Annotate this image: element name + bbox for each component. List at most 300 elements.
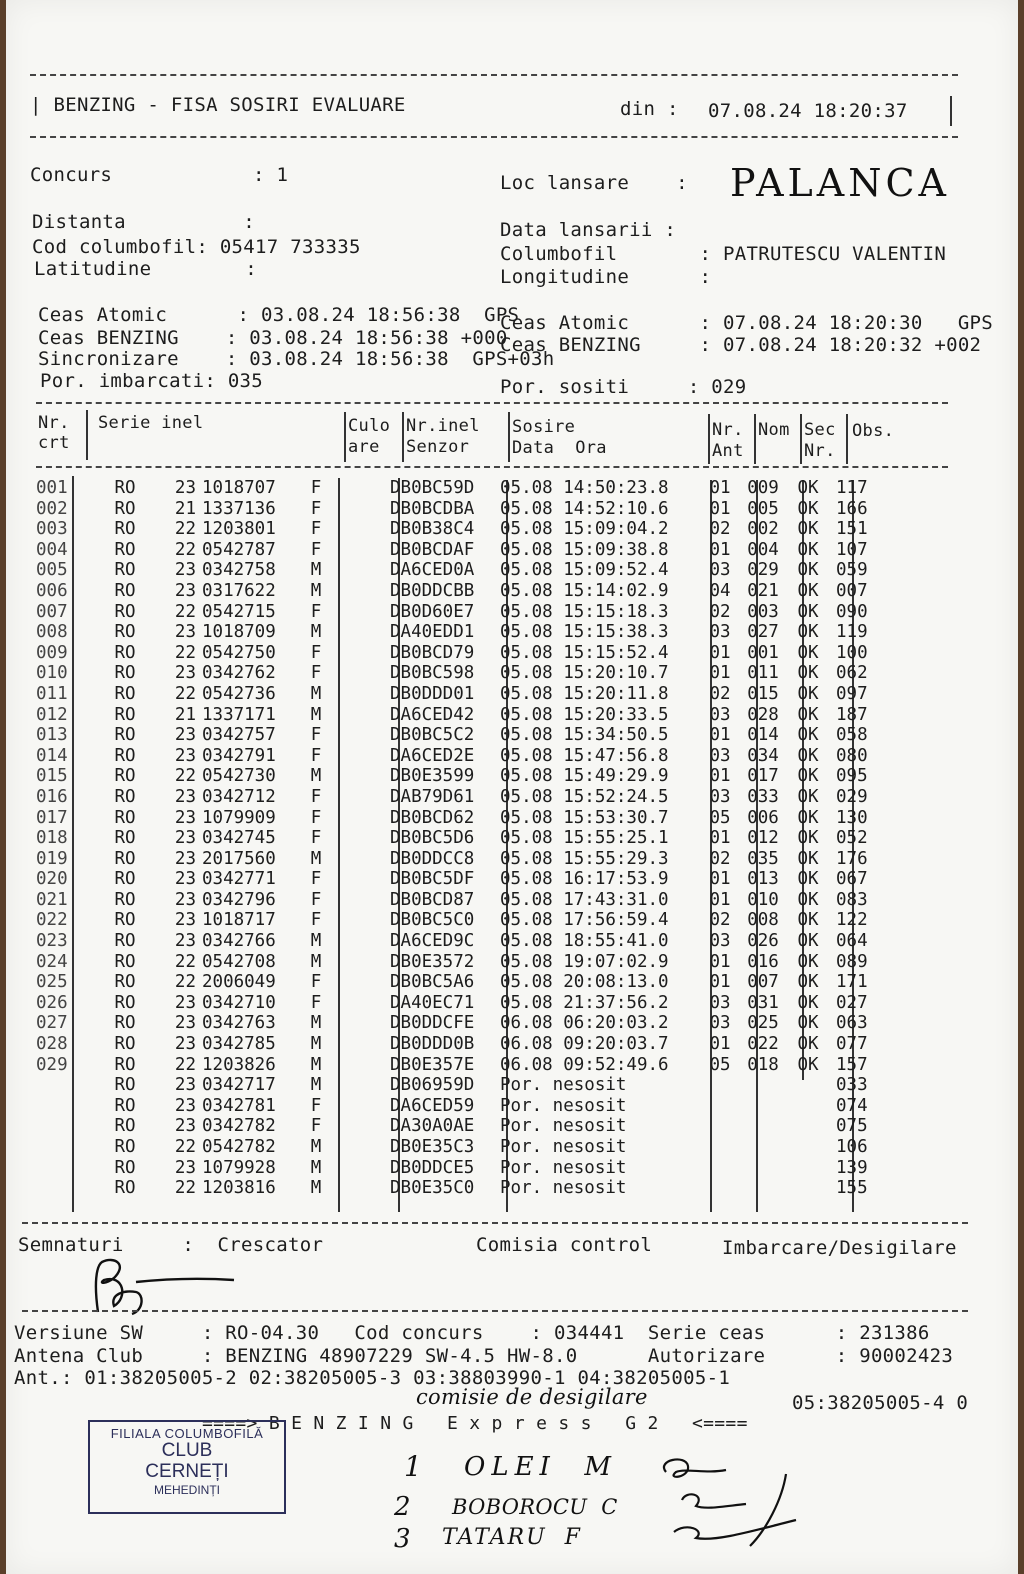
ring-year-cell: 23 — [174, 1034, 196, 1055]
hdr-sep — [708, 414, 710, 464]
arrival-time-cell: 05.08 21:37:56.2 — [500, 992, 669, 1013]
table-row — [36, 849, 896, 870]
security-status-cell — [786, 1137, 830, 1158]
antenna-nr-cell: 01 — [709, 828, 731, 849]
observation-cell: 130 — [836, 807, 868, 828]
crt-number-cell — [36, 1096, 94, 1117]
table-row — [36, 1178, 896, 1199]
sex-cell: M — [310, 1178, 322, 1199]
columbofil-line: Columbofil : PATRUTESCU VALENTIN — [500, 243, 947, 265]
table-row — [36, 684, 896, 705]
semnaturi-crescator: Semnaturi : Crescator — [18, 1234, 324, 1256]
sensor-ring-cell: DA30A0AE — [390, 1116, 475, 1137]
table-row — [36, 581, 896, 602]
sensor-ring-cell: DB0DDCE5 — [390, 1157, 475, 1178]
sensor-ring-cell: DB0BC5C2 — [390, 725, 475, 746]
table-header-top-divider — [36, 402, 948, 404]
security-status-cell: OK — [797, 663, 819, 684]
crt-number-cell: 027 — [36, 1013, 68, 1034]
ring-year-cell: 22 — [174, 1137, 196, 1157]
ring-year-cell: 23 — [174, 560, 196, 581]
por-sositi-line: Por. sositi : 029 — [500, 376, 747, 398]
antenna-nr-cell: 05 — [709, 807, 731, 828]
table-row — [36, 910, 896, 931]
antenna-nr-cell: 01 — [709, 889, 731, 910]
nominal-cell — [740, 1075, 786, 1096]
observation-cell: 171 — [836, 972, 868, 993]
ring-country-cell: RO — [114, 910, 136, 931]
antenna-nr-cell: 03 — [709, 622, 731, 643]
crt-number-cell: 004 — [36, 539, 68, 560]
arrival-time-cell: 05.08 17:56:59.4 — [500, 910, 669, 931]
arrival-time-cell: 05.08 15:15:38.3 — [500, 622, 669, 643]
nominal-cell: 010 — [747, 889, 779, 910]
ring-country-cell: RO — [114, 622, 136, 643]
member-1-number: 1 — [404, 1450, 423, 1483]
ring-number-cell: 0342785 — [202, 1034, 276, 1055]
security-status-cell: OK — [797, 848, 819, 869]
table-header-bottom-divider — [36, 466, 948, 468]
antenna-nr-cell: 01 — [709, 498, 731, 519]
nominal-cell: 033 — [747, 786, 779, 807]
color-cell — [334, 849, 390, 870]
color-cell — [334, 705, 390, 726]
table-row — [36, 1096, 896, 1117]
ring-number-cell: 1018707 — [202, 478, 276, 498]
crt-number-cell: 007 — [36, 601, 68, 622]
sex-cell: M — [310, 560, 322, 581]
loc-lansare-label: Loc lansare : — [500, 172, 688, 194]
observation-cell: 059 — [836, 560, 868, 581]
ring-year-cell: 23 — [174, 745, 196, 766]
security-status-cell: OK — [797, 1013, 819, 1034]
crt-number-cell: 003 — [36, 519, 68, 540]
color-cell — [334, 622, 390, 643]
sensor-ring-cell: DB0BCD87 — [390, 889, 475, 910]
arrival-time-cell: 05.08 16:17:53.9 — [500, 869, 669, 890]
ring-year-cell: 23 — [174, 580, 196, 601]
arrival-time-cell: 05.08 15:09:38.8 — [500, 539, 669, 560]
sensor-ring-cell: DB0DDCBB — [390, 580, 475, 601]
arrival-time-cell: Por. nesosit — [500, 1178, 627, 1199]
antenna-nr-cell: 03 — [709, 704, 731, 725]
crt-number-cell: 021 — [36, 889, 68, 910]
observation-cell: 176 — [836, 848, 868, 869]
member-1-name: OLEI M — [464, 1452, 617, 1482]
arrival-time-cell: 05.08 18:55:41.0 — [500, 931, 669, 952]
ring-year-cell: 23 — [174, 725, 196, 746]
observation-cell: 083 — [836, 889, 868, 910]
antenna-nr-cell: 01 — [709, 663, 731, 684]
observation-cell: 077 — [836, 1034, 868, 1055]
color-cell — [334, 808, 390, 829]
sex-cell: F — [310, 786, 322, 807]
arrival-time-cell: 05.08 15:34:50.5 — [500, 725, 669, 746]
security-status-cell: OK — [797, 498, 819, 519]
col-culoare-header-2: are — [348, 437, 380, 457]
ring-year-cell: 23 — [174, 786, 196, 807]
ring-number-cell: 1018717 — [202, 910, 276, 931]
sex-cell: F — [310, 663, 322, 684]
antenna-nr-cell: 03 — [709, 992, 731, 1013]
ring-number-cell: 0342771 — [202, 869, 276, 890]
observation-cell: 074 — [836, 1095, 868, 1116]
security-status-cell: OK — [797, 869, 819, 890]
sensor-ring-cell: DB0BC5C0 — [390, 910, 475, 931]
arrival-time-cell: 05.08 15:20:10.7 — [500, 663, 669, 684]
table-row — [36, 725, 896, 746]
security-status-cell: OK — [797, 478, 819, 498]
nominal-cell — [740, 1096, 786, 1117]
stamp-line-3: CERNEȚI — [145, 1461, 229, 1482]
ring-year-cell: 23 — [174, 1095, 196, 1116]
table-row — [36, 890, 896, 911]
arrival-time-cell: Por. nesosit — [500, 1137, 627, 1157]
nominal-cell — [740, 1137, 786, 1158]
ring-country-cell: RO — [114, 1034, 136, 1055]
observation-cell: 058 — [836, 725, 868, 746]
ring-country-cell: RO — [114, 1178, 136, 1199]
color-cell — [334, 478, 390, 499]
sex-cell: F — [310, 1116, 322, 1137]
arrival-time-cell: 05.08 15:14:02.9 — [500, 580, 669, 601]
table-row — [36, 705, 896, 726]
antenna-nr-cell: 03 — [709, 560, 731, 581]
sensor-ring-cell: DB0E357E — [390, 1054, 475, 1075]
col-nr-header-2: crt — [38, 433, 70, 453]
nominal-cell: 028 — [747, 704, 779, 725]
loc-lansare-handwritten: PALANCA — [730, 161, 950, 205]
nominal-cell: 025 — [747, 1013, 779, 1034]
color-cell — [334, 993, 390, 1014]
comisia-control: Comisia control — [476, 1234, 653, 1256]
observation-cell: 064 — [836, 931, 868, 952]
ring-number-cell: 1203801 — [202, 519, 276, 540]
crt-number-cell: 018 — [36, 828, 68, 849]
security-status-cell: OK — [797, 992, 819, 1013]
sex-cell: M — [310, 931, 322, 952]
security-status-cell: OK — [797, 560, 819, 581]
security-status-cell — [786, 1178, 830, 1199]
observation-cell: 151 — [836, 519, 868, 540]
antenna-nr-cell: 03 — [709, 745, 731, 766]
ring-country-cell: RO — [114, 498, 136, 519]
table-row — [36, 663, 896, 684]
table-row — [36, 602, 896, 623]
crt-number-cell — [36, 1075, 94, 1096]
crt-number-cell: 006 — [36, 580, 68, 601]
hdr-sep — [402, 412, 404, 462]
antenna-nr-cell: 02 — [709, 601, 731, 622]
header-top-divider — [30, 74, 958, 76]
antenna-nr-cell: 03 — [709, 931, 731, 952]
ring-year-cell: 22 — [174, 766, 196, 787]
color-cell — [334, 746, 390, 767]
distanta-line: Distanta : — [32, 211, 256, 233]
ring-year-cell: 23 — [174, 848, 196, 869]
arrival-time-cell: 05.08 15:15:52.4 — [500, 642, 669, 663]
sex-cell: M — [310, 1157, 322, 1178]
arrival-time-cell: 06.08 09:20:03.7 — [500, 1034, 669, 1055]
color-cell — [334, 828, 390, 849]
arrival-time-cell: 05.08 15:55:29.3 — [500, 848, 669, 869]
nominal-cell: 001 — [747, 642, 779, 663]
ring-number-cell: 1079909 — [202, 807, 276, 828]
security-status-cell — [786, 1075, 830, 1096]
col-ant-header-1: Nr. — [712, 420, 744, 440]
imbarcare-desigilare: Imbarcare/Desigilare — [722, 1237, 957, 1259]
ring-year-cell: 23 — [174, 828, 196, 849]
ring-year-cell: 23 — [174, 1116, 196, 1137]
antenna-nr-cell: 03 — [709, 1013, 731, 1034]
table-row — [36, 808, 896, 829]
antenna-nr-cell — [700, 1096, 740, 1117]
sensor-ring-cell: DA6CED42 — [390, 704, 475, 725]
sensor-ring-cell: DB0BC59D — [390, 478, 475, 498]
ring-number-cell: 0342796 — [202, 889, 276, 910]
security-status-cell: OK — [797, 745, 819, 766]
crt-number-cell: 014 — [36, 745, 68, 766]
ring-year-cell: 22 — [174, 951, 196, 972]
security-status-cell: OK — [797, 683, 819, 704]
observation-cell: 122 — [836, 910, 868, 931]
nominal-cell: 009 — [747, 478, 779, 498]
sensor-ring-cell: DB0BCD79 — [390, 642, 475, 663]
sensor-ring-cell: DAB79D61 — [390, 786, 475, 807]
sensor-ring-cell: DB0DDCFE — [390, 1013, 475, 1034]
color-cell — [334, 725, 390, 746]
table-row — [36, 746, 896, 767]
sensor-ring-cell: DB0BC5DF — [390, 869, 475, 890]
sex-cell: F — [310, 828, 322, 849]
ring-year-cell: 23 — [174, 663, 196, 684]
color-cell — [334, 1158, 390, 1179]
ring-number-cell: 1337171 — [202, 704, 276, 725]
observation-cell: 117 — [836, 478, 868, 498]
observation-cell: 095 — [836, 766, 868, 787]
ring-country-cell: RO — [114, 539, 136, 560]
antenna-nr-cell: 02 — [709, 910, 731, 931]
ring-number-cell: 0342758 — [202, 560, 276, 581]
arrival-time-cell: 05.08 15:09:52.4 — [500, 560, 669, 581]
security-status-cell: OK — [797, 951, 819, 972]
observation-cell: 033 — [836, 1075, 868, 1096]
nominal-cell — [740, 1178, 786, 1199]
crt-number-cell: 026 — [36, 992, 68, 1013]
crt-number-cell: 028 — [36, 1034, 68, 1055]
sex-cell: M — [310, 1054, 322, 1075]
sex-cell: M — [310, 683, 322, 704]
ring-number-cell: 0342791 — [202, 745, 276, 766]
observation-cell: 075 — [836, 1116, 868, 1137]
observation-cell: 089 — [836, 951, 868, 972]
col-serie-header: Serie inel — [98, 413, 204, 433]
sensor-ring-cell: DB0BC5D6 — [390, 828, 475, 849]
observation-cell: 119 — [836, 622, 868, 643]
ring-number-cell: 0542708 — [202, 951, 276, 972]
table-row — [36, 499, 896, 520]
sensor-ring-cell: DA6CED2E — [390, 745, 475, 766]
arrival-time-cell: 05.08 15:15:18.3 — [500, 601, 669, 622]
ring-number-cell: 0342766 — [202, 931, 276, 952]
ring-year-cell: 22 — [174, 539, 196, 560]
sex-cell: M — [310, 704, 322, 725]
sheet-title: | BENZING - FISA SOSIRI EVALUARE — [30, 94, 406, 116]
ring-country-cell: RO — [114, 642, 136, 663]
observation-cell: 067 — [836, 869, 868, 890]
ring-country-cell: RO — [114, 889, 136, 910]
crt-number-cell: 002 — [36, 498, 68, 519]
nominal-cell: 005 — [747, 498, 779, 519]
sensor-ring-cell: DB0D60E7 — [390, 601, 475, 622]
security-status-cell: OK — [797, 642, 819, 663]
security-status-cell: OK — [797, 910, 819, 931]
color-cell — [334, 1034, 390, 1055]
nominal-cell: 022 — [747, 1034, 779, 1055]
antenna-nr-cell: 04 — [709, 580, 731, 601]
crt-number-cell: 015 — [36, 766, 68, 787]
security-status-cell: OK — [797, 828, 819, 849]
signatures-divider — [22, 1222, 968, 1224]
hdr-sep — [344, 412, 346, 462]
observation-cell: 029 — [836, 786, 868, 807]
ring-number-cell: 0342710 — [202, 992, 276, 1013]
ring-country-cell: RO — [114, 704, 136, 725]
sex-cell: M — [310, 1137, 322, 1157]
color-cell — [334, 1137, 390, 1158]
ring-number-cell: 0342781 — [202, 1095, 276, 1116]
antenna-nr-cell: 01 — [709, 539, 731, 560]
table-row — [36, 1137, 896, 1158]
table-row — [36, 993, 896, 1014]
ring-country-cell: RO — [114, 1157, 136, 1178]
nominal-cell: 016 — [747, 951, 779, 972]
crt-number-cell: 001 — [36, 478, 68, 498]
observation-cell: 090 — [836, 601, 868, 622]
sex-cell: M — [310, 1013, 322, 1034]
ring-number-cell: 0342717 — [202, 1075, 276, 1096]
ring-country-cell: RO — [114, 601, 136, 622]
antenna-nr-cell: 01 — [709, 766, 731, 787]
sensor-ring-cell: DB0BCDBA — [390, 498, 475, 519]
nominal-cell: 013 — [747, 869, 779, 890]
crt-number-cell: 024 — [36, 951, 68, 972]
antenne-list: Ant.: 01:38205005-2 02:38205005-3 03:38803990-1 04:38205005-1 — [14, 1367, 731, 1389]
crt-number-cell — [36, 1116, 94, 1137]
ring-year-cell: 23 — [174, 889, 196, 910]
color-cell — [334, 643, 390, 664]
ring-country-cell: RO — [114, 786, 136, 807]
color-cell — [334, 684, 390, 705]
observation-cell: 187 — [836, 704, 868, 725]
color-cell — [334, 499, 390, 520]
crt-number-cell: 009 — [36, 642, 68, 663]
sex-cell: F — [310, 889, 322, 910]
sensor-ring-cell: DB0BC5A6 — [390, 972, 475, 993]
ceas-benzing-left: Ceas BENZING : 03.08.24 18:56:38 +000 — [38, 327, 508, 349]
sensor-ring-cell: DB0BCD62 — [390, 807, 475, 828]
nominal-cell: 015 — [747, 683, 779, 704]
ring-year-cell: 22 — [174, 1178, 196, 1199]
antenna-nr-cell: 01 — [709, 869, 731, 890]
ring-year-cell: 21 — [174, 704, 196, 725]
color-cell — [334, 1075, 390, 1096]
security-status-cell: OK — [797, 889, 819, 910]
antenna-nr-cell: 03 — [709, 786, 731, 807]
crt-number-cell: 005 — [36, 560, 68, 581]
observation-cell: 106 — [836, 1137, 868, 1157]
sex-cell: F — [310, 992, 322, 1013]
ring-country-cell: RO — [114, 828, 136, 849]
security-status-cell: OK — [797, 786, 819, 807]
ring-country-cell: RO — [114, 663, 136, 684]
security-status-cell: OK — [797, 972, 819, 993]
color-cell — [334, 540, 390, 561]
observation-cell: 063 — [836, 1013, 868, 1034]
arrival-time-cell: 06.08 06:20:03.2 — [500, 1013, 669, 1034]
nominal-cell: 034 — [747, 745, 779, 766]
ring-country-cell: RO — [114, 519, 136, 540]
color-cell — [334, 1055, 390, 1076]
data-lansarii-line: Data lansarii : — [500, 219, 677, 241]
sensor-ring-cell: DB0BCDAF — [390, 539, 475, 560]
col-nom-header: Nom — [758, 420, 790, 440]
antenna-nr-cell: 01 — [709, 972, 731, 993]
table-row — [36, 766, 896, 787]
sex-cell: M — [310, 951, 322, 972]
table-row — [36, 1075, 896, 1096]
sex-cell: M — [310, 622, 322, 643]
nominal-cell: 002 — [747, 519, 779, 540]
observation-cell: 107 — [836, 539, 868, 560]
ring-number-cell: 1203816 — [202, 1178, 276, 1199]
ring-year-cell: 23 — [174, 1013, 196, 1034]
crt-number-cell: 022 — [36, 910, 68, 931]
sex-cell: F — [310, 498, 322, 519]
sensor-ring-cell: DB0E35C0 — [390, 1178, 475, 1199]
sensor-ring-cell: DA6CED0A — [390, 560, 475, 581]
sensor-ring-cell: DB0E3599 — [390, 766, 475, 787]
ring-country-cell: RO — [114, 869, 136, 890]
ring-country-cell: RO — [114, 951, 136, 972]
sensor-ring-cell: DA40EDD1 — [390, 622, 475, 643]
ring-number-cell: 0317622 — [202, 580, 276, 601]
nominal-cell — [740, 1116, 786, 1137]
observation-cell: 052 — [836, 828, 868, 849]
sensor-ring-cell: DB0DDCC8 — [390, 848, 475, 869]
crt-number-cell: 023 — [36, 931, 68, 952]
ring-number-cell: 0342745 — [202, 828, 276, 849]
ring-number-cell: 1018709 — [202, 622, 276, 643]
member-2-number: 2 — [394, 1492, 411, 1522]
observation-cell: 100 — [836, 642, 868, 663]
antenna-nr-cell: 01 — [709, 642, 731, 663]
security-status-cell: OK — [797, 766, 819, 787]
ring-number-cell: 0542736 — [202, 683, 276, 704]
sensor-ring-cell: DB0B38C4 — [390, 519, 475, 540]
hdr-sep — [86, 410, 88, 460]
nominal-cell: 004 — [747, 539, 779, 560]
ring-number-cell: 2017560 — [202, 848, 276, 869]
crt-number-cell — [36, 1178, 94, 1199]
table-row — [36, 519, 896, 540]
ring-country-cell: RO — [114, 848, 136, 869]
col-nr-header-1: Nr. — [38, 413, 70, 433]
ring-country-cell: RO — [114, 560, 136, 581]
table-row — [36, 828, 896, 849]
stamp-line-4: MEHEDINȚI — [154, 1483, 220, 1497]
sensor-ring-cell: DB0E35C3 — [390, 1137, 475, 1157]
